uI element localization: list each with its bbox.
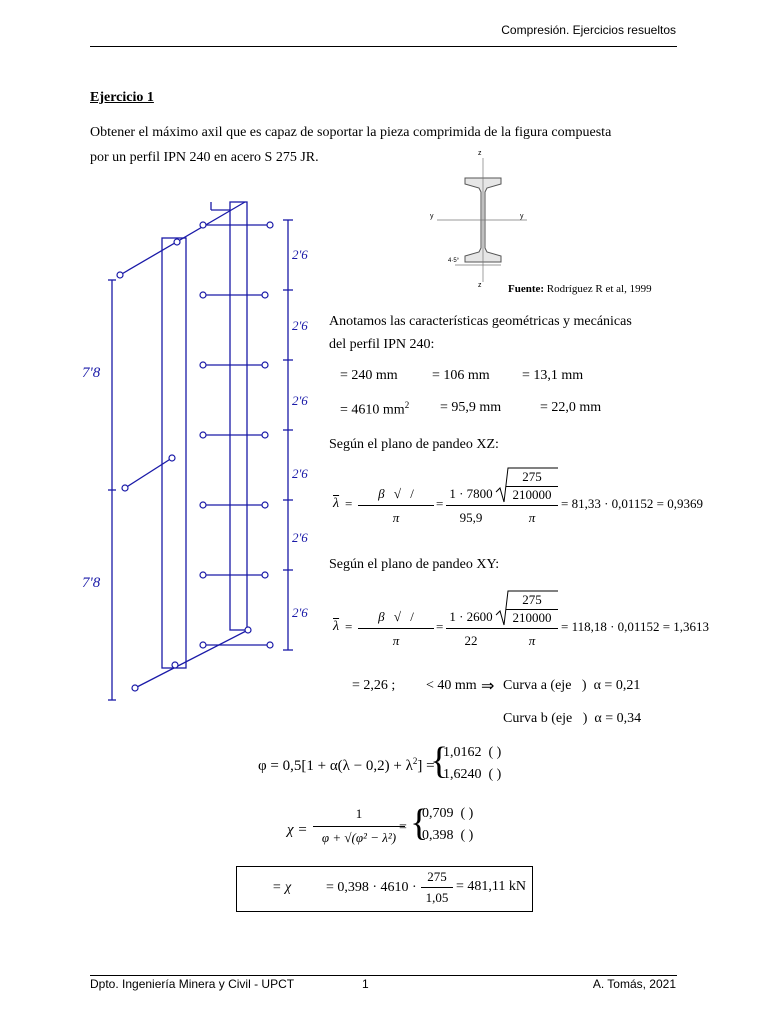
xy-slash: / (410, 609, 414, 624)
rivet (200, 642, 206, 648)
phi-equation (258, 756, 435, 775)
curve-b-label (503, 711, 641, 727)
prop-area-exponent: 2 (404, 400, 410, 410)
dim-label-seg-2: 2'6 (292, 318, 308, 333)
xz-frac1-num (357, 486, 435, 502)
phi-p1: ( ) (488, 745, 502, 760)
xy-frac1-num (357, 609, 435, 625)
xy-sqrt-sign (494, 589, 558, 629)
footer-rule (90, 975, 677, 976)
curve-a-alpha: α = 0,21 (593, 678, 641, 693)
xy-root-num: 275 (522, 592, 542, 607)
ipn-section-figure (425, 150, 535, 290)
chi-num: 1 (355, 806, 363, 821)
xz-frac1-bar (358, 505, 434, 506)
section-angle-label: 4·5° (448, 258, 460, 264)
phi-exp: 2 (412, 756, 418, 766)
xz-num: 1 · 7800 (449, 486, 493, 501)
chi-lhs: χ = (287, 822, 308, 838)
rivet (122, 485, 128, 491)
xy-root-sign: √ (393, 609, 401, 624)
chi-v1: 0,709 (422, 806, 454, 821)
curve-b-text: Curva b (eje (503, 711, 573, 726)
curve-a-text: Curva a (eje (503, 678, 572, 693)
chi-den: φ + √(φ² − λ²) (321, 830, 397, 845)
xz-pi: π (392, 510, 400, 525)
rivet (262, 502, 268, 508)
xy-beta: β (378, 609, 385, 624)
prop-b: = 106 mm (432, 368, 490, 383)
xy-result: = 118,18 · 0,01152 = 1,3613 (561, 619, 710, 634)
footer-left: Dpto. Ingeniería Minera y Civil - UPCT (90, 977, 295, 991)
curve-thickness: < 40 mm (426, 678, 477, 693)
chi-p1: ( ) (460, 806, 474, 821)
column-back-face (230, 202, 247, 630)
section-axis-z-bottom: z (478, 282, 482, 289)
xy-frac1-bar (358, 628, 434, 629)
xz-slash: / (410, 486, 414, 501)
properties-intro-1: Anotamos las características geométricas y mecánicas (329, 314, 632, 329)
figure-source-label: Fuente: (508, 283, 545, 295)
dim-label-total-top: 7'8 (82, 365, 101, 381)
dim-label-seg-4: 2'6 (292, 466, 308, 481)
xz-eq2: = (436, 496, 444, 511)
xy-frac2-bar (446, 628, 558, 629)
dim-label-seg-3: 2'6 (292, 393, 308, 408)
xz-frac2-bar (446, 505, 558, 506)
rivet (174, 239, 180, 245)
phi-p2: ( ) (488, 767, 502, 782)
xy-lambda: $\overline{\lambda}$ (333, 619, 340, 634)
dim-label-seg-5: 2'6 (292, 530, 308, 545)
rivet (172, 662, 178, 668)
xy-eq2: = (436, 619, 444, 634)
xz-lambda: $\overline{\lambda}$ (333, 496, 340, 511)
lacing-bottom (135, 630, 248, 688)
curve-a-label (503, 678, 640, 694)
section-axis-y-left: y (430, 213, 434, 220)
phi-brace: { (430, 740, 449, 782)
xz-pi2: π (528, 510, 536, 525)
rivet (169, 455, 175, 461)
figure-source-text: Rodríguez R et al, 1999 (546, 283, 652, 295)
prop-iz: = 22,0 mm (540, 400, 602, 415)
section-axis-y-right: y (520, 213, 524, 220)
header-rule (90, 46, 677, 47)
rivet (267, 222, 273, 228)
xy-eq1: = (345, 619, 353, 634)
xy-num: 1 · 2600 (449, 609, 493, 624)
chi-v2: 0,398 (422, 828, 454, 843)
xz-beta: β (378, 486, 385, 501)
rivet (132, 685, 138, 691)
rivet (262, 572, 268, 578)
rivet (200, 362, 206, 368)
rivet (262, 362, 268, 368)
statement-line-2: por un perfil IPN 240 en acero S 275 JR. (90, 150, 319, 165)
plane-xy-label: Según el plano de pandeo XY: (329, 557, 500, 572)
chi-brace: { (410, 802, 429, 844)
xz-sqrt-sign (494, 466, 558, 506)
dim-label-total-bottom: 7'8 (82, 575, 101, 591)
xy-den: 22 (464, 633, 478, 648)
curve-arrow: ⇒ (481, 678, 495, 695)
lacing-mid (125, 458, 172, 488)
column-front-face (162, 238, 186, 668)
rivet (117, 272, 123, 278)
curve-b-close: ) (582, 711, 588, 726)
chi-eq: = (399, 820, 407, 835)
rivet (200, 502, 206, 508)
curve-a-close: ) (581, 678, 587, 693)
xz-root-num: 275 (522, 469, 542, 484)
phi-lhs: φ = 0,5[1 + α(λ − 0,2) + λ (258, 758, 413, 774)
chi-p2: ( ) (460, 828, 474, 843)
final-bar (421, 887, 453, 888)
final-num: 275 (427, 869, 447, 884)
xz-den: 95,9 (459, 510, 483, 525)
prop-area-value: = 4610 mm (340, 402, 405, 418)
rivet (200, 292, 206, 298)
curve-b-alpha: α = 0,34 (594, 711, 642, 726)
final-lhs: = χ (272, 880, 292, 895)
xy-pi2: π (528, 633, 536, 648)
section-axis-z-top: z (478, 150, 482, 157)
phi-value-1 (443, 745, 501, 761)
phi-value-2 (443, 767, 501, 783)
rivet (262, 292, 268, 298)
xz-root-sign: √ (393, 486, 401, 501)
dim-label-seg-6: 2'6 (292, 605, 308, 620)
xz-result: = 81,33 · 0,01152 = 0,9369 (561, 496, 704, 511)
footer-right: A. Tomás, 2021 (592, 977, 676, 991)
curve-ratio: = 2,26 ; (352, 678, 396, 693)
phi-v1: 1,0162 (443, 745, 482, 760)
rivet (200, 572, 206, 578)
properties-intro-2: del perfil IPN 240: (329, 337, 435, 352)
column-drawing (80, 190, 330, 710)
prop-h: = 240 mm (340, 368, 398, 383)
rivet (200, 432, 206, 438)
running-title: Compresión. Ejercicios resueltos (501, 23, 676, 37)
phi-v2: 1,6240 (443, 767, 482, 782)
chi-bar (313, 826, 405, 827)
xy-root-den: 210000 (512, 610, 552, 625)
rivet (200, 222, 206, 228)
xy-pi: π (392, 633, 400, 648)
lacing-top (120, 202, 245, 275)
statement-line-1: Obtener el máximo axil que es capaz de soportar la pieza comprimida de la figura compuesta (90, 125, 612, 140)
xz-root-den: 210000 (512, 487, 552, 502)
prop-tf: = 13,1 mm (522, 368, 584, 383)
plane-xz-label: Según el plano de pandeo XZ: (329, 437, 499, 452)
dim-label-seg-1: 2'6 (292, 247, 308, 262)
figure-source (508, 283, 652, 295)
prop-iy: = 95,9 mm (440, 400, 502, 415)
prop-area (340, 400, 409, 419)
chi-value-2 (422, 828, 473, 844)
final-den: 1,05 (425, 890, 449, 905)
rivet (262, 432, 268, 438)
xz-eq1: = (345, 496, 353, 511)
final-result: = 481,11 kN (456, 879, 526, 894)
exercise-title: Ejercicio 1 (90, 90, 154, 105)
rivet (267, 642, 273, 648)
footer-page-number: 1 (362, 977, 369, 991)
rivet (245, 627, 251, 633)
phi-close: ] = (417, 758, 435, 774)
final-mid: = 0,398 · 4610 · (326, 880, 417, 895)
chi-value-1 (422, 806, 473, 822)
